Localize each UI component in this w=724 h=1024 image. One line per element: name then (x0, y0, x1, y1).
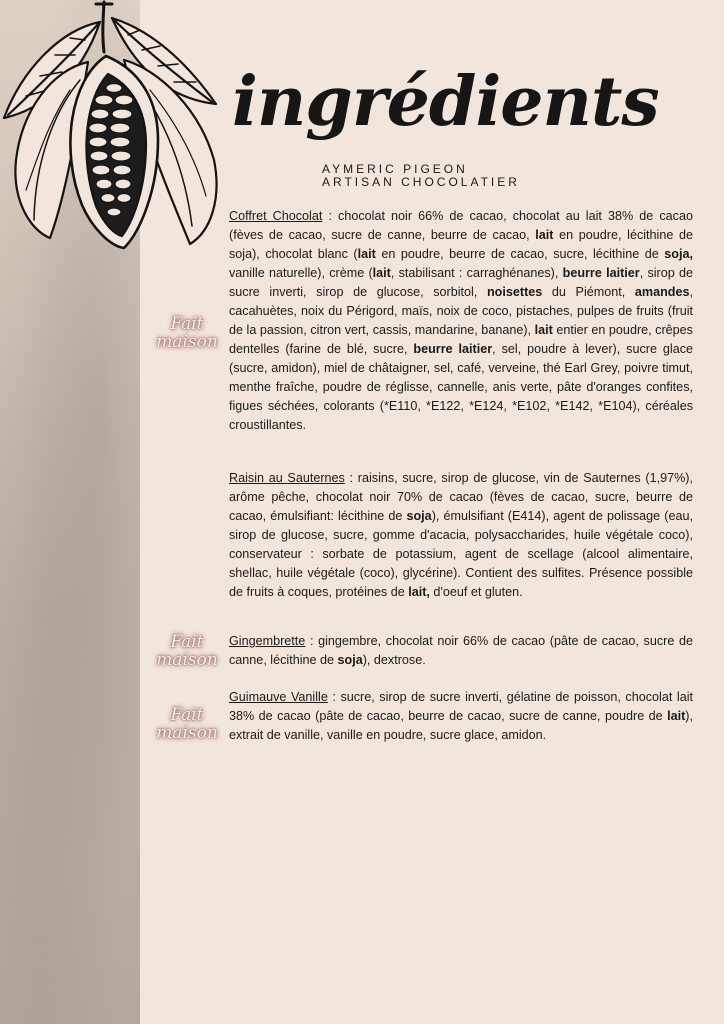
ingredient-text: ), extrait de vanille, vanille en poudre, sucre glace, amidon. (229, 709, 693, 742)
ingredient-text: ), émulsifiant (E414), agent de polissage (eau, sirop de glucose, sucre, gomme d'acacia, polysaccharides, huile végétale coco), conservateur : sorbate de potassium, agent de scellage (alcool alimentaire, shellac, huile végétale (coco), glycérine). Contient des sulfites. Présence possible de fruits à coques, protéines de (229, 509, 693, 599)
ingredient-paragraph (229, 207, 693, 435)
ingredient-text: raisins, sucre, sirop de glucose, vin de Sauternes (1,97%), arôme pêche, chocolat noir 70% de cacao (fèves de cacao, sucre, beurre de cacao, émulsifiant: lécithine de (229, 471, 693, 523)
ingredient-text: chocolat noir 66% de cacao, chocolat au lait 38% de cacao (fèves de cacao, sucre de canne, beurre de cacao, (229, 209, 693, 242)
ingredient-list (229, 471, 693, 599)
ingredient-text: en poudre, beurre de cacao, sucre, lécithine de (375, 247, 665, 261)
cacao-pod-illustration (0, 0, 225, 250)
allergen-highlight: amandes (634, 285, 690, 299)
page-title: ingrédients (232, 62, 659, 142)
fait-maison-badge: Fait maison (156, 705, 218, 743)
allergen-highlight: lait (535, 228, 554, 242)
ingredient-text: d'oeuf et gluten. (429, 585, 523, 599)
allergen-highlight: soja (406, 509, 432, 523)
ingredient-text: , sel, poudre à lever), sucre glace (sucre, amidon), miel de châtaigner, sel, café, verveine, thé Earl Grey, poivre timut, menthe fraîche, poudre de réglisse, cannelle, anis verte, pâte d'oranges confites, figues séchées, colorants (*E110, *E122, *E124, *E102, *E142, *E104), céréales croustillantes. (229, 342, 693, 432)
ingredient-text: sucre, sirop de sucre inverti, gélatine de poisson, chocolat lait 38% de cacao (pâte de cacao, beurre de cacao, sucre de canne, poudre de (229, 690, 693, 723)
ingredient-text: vanille naturelle), crème ( (229, 266, 373, 280)
fait-maison-badge: Fait maison (156, 632, 218, 670)
allergen-highlight: lait (372, 266, 391, 280)
ingredient-text: , cacahuètes, noix du Périgord, maïs, noix de coco, pistaches, pulpes de fruits (fruit de la passion, citron vert, cassis, mandarine, banane), (229, 285, 693, 337)
ingredient-text: entier en poudre, crêpes dentelles (farine de blé, sucre, (229, 323, 693, 356)
product-separator: : (322, 209, 339, 223)
ingredient-text: gingembre, chocolat noir 66% de cacao (pâte de cacao, sucre de canne, lécithine de (229, 634, 694, 667)
ingredient-text: , stabilisant : carraghénanes), (390, 266, 563, 280)
allergen-highlight: beurre laitier (562, 266, 640, 280)
product-separator: : (344, 471, 358, 485)
product-separator: : (327, 690, 341, 704)
product-name: Coffret Chocolat (229, 209, 323, 223)
ingredient-text: ), dextrose. (362, 653, 426, 667)
allergen-highlight: lait (667, 709, 686, 723)
ingredient-list (229, 209, 693, 432)
product-name: Raisin au Sauternes (229, 471, 345, 485)
brand-name: AYMERIC PIGEON (322, 162, 468, 176)
allergen-highlight: lait (357, 247, 376, 261)
allergen-highlight: soja, (664, 247, 693, 261)
product-name: Guimauve Vanille (229, 690, 328, 704)
allergen-highlight: beurre laitier (413, 342, 493, 356)
ingredient-text: en poudre, lécithine de soja), chocolat blanc ( (229, 228, 693, 261)
allergen-highlight: noisettes (486, 285, 543, 299)
brand-subtitle (322, 163, 520, 189)
ingredient-text: du Piémont, (542, 285, 635, 299)
product-name: Gingembrette (229, 634, 306, 648)
fait-maison-badge: Fait maison (156, 314, 218, 352)
brand-tagline: ARTISAN CHOCOLATIER (322, 175, 520, 189)
ingredient-paragraph (229, 632, 693, 670)
allergen-highlight: soja (337, 653, 363, 667)
allergen-highlight: lait, (408, 585, 430, 599)
allergen-highlight: lait (534, 323, 553, 337)
ingredient-paragraph (229, 688, 693, 745)
ingredient-text: , sirop de sucre inverti, sirop de glucose, sorbitol, (229, 266, 694, 299)
ingredient-paragraph (229, 469, 693, 602)
product-separator: : (305, 634, 319, 648)
